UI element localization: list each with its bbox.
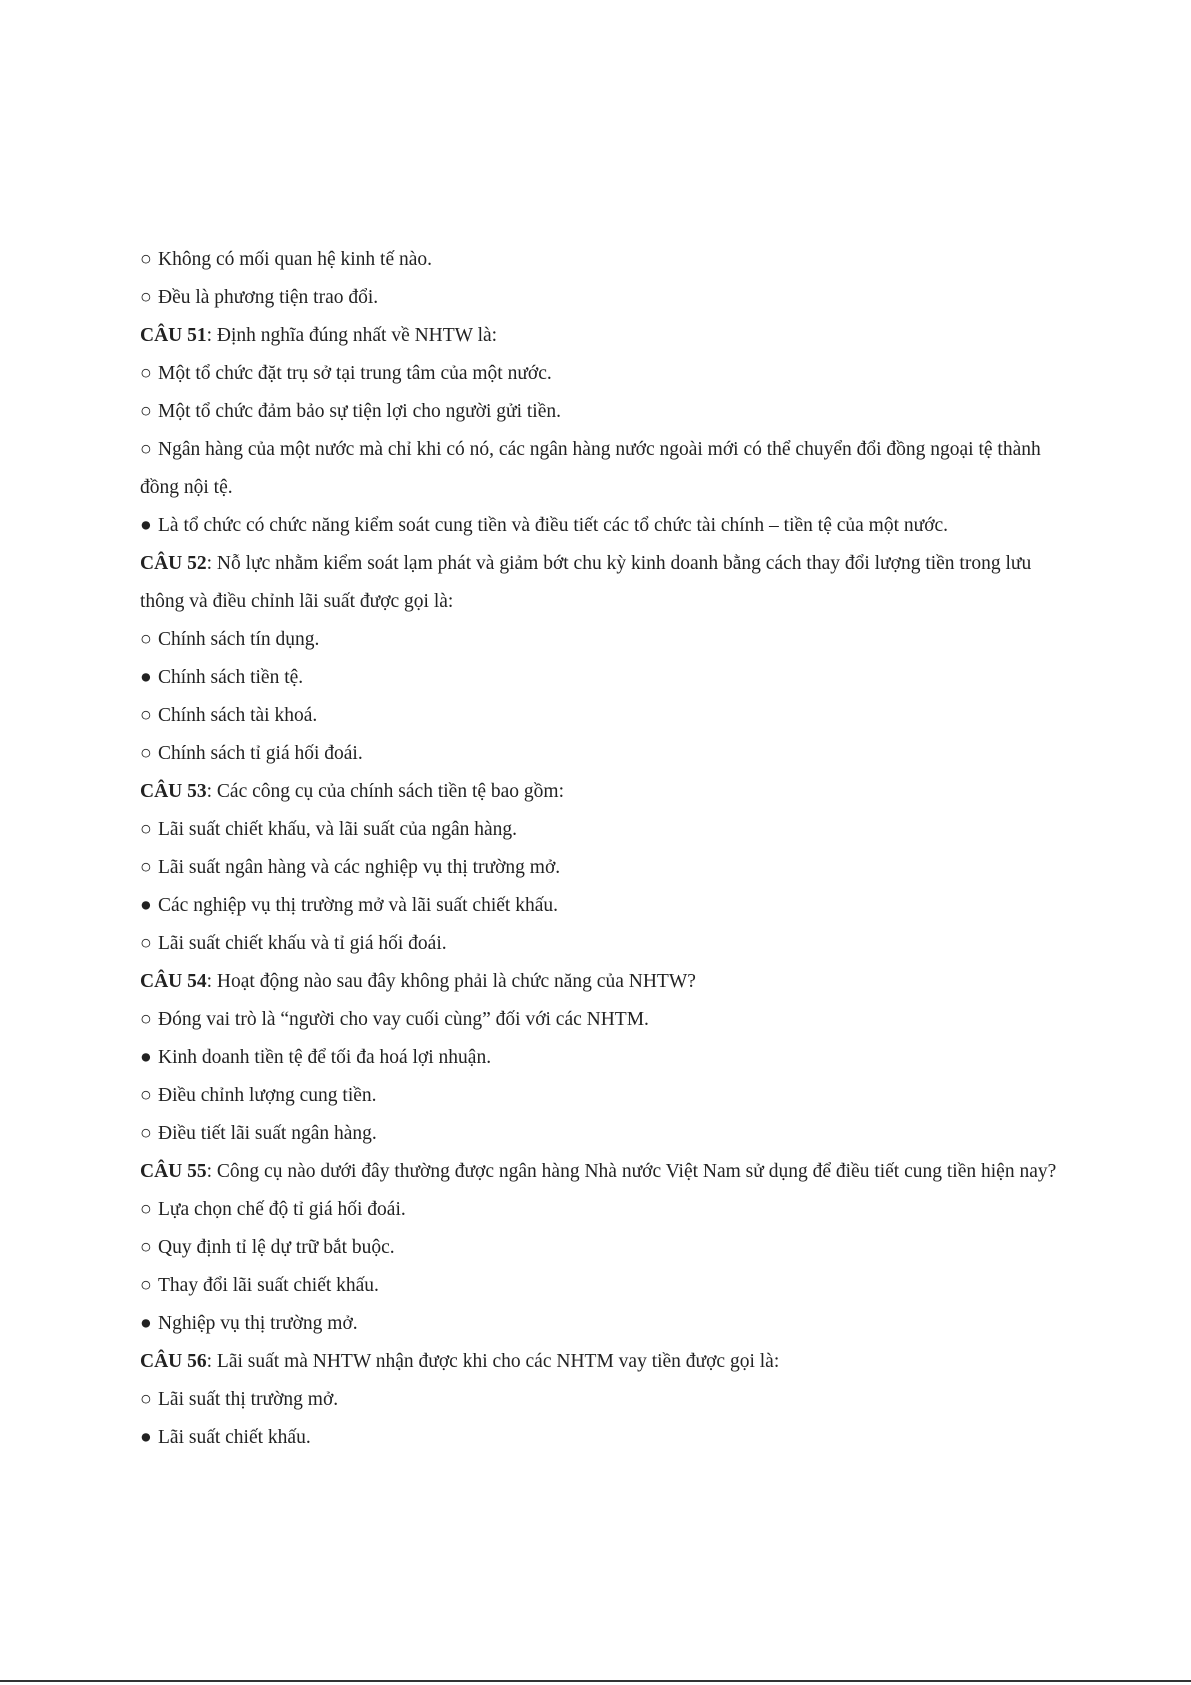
answer-option xyxy=(140,393,1060,431)
answer-option xyxy=(140,925,1060,963)
answer-option-correct xyxy=(140,1419,1060,1457)
answer-option xyxy=(140,735,1060,773)
unselected-radio-icon: ○ xyxy=(140,1085,152,1106)
unselected-radio-icon: ○ xyxy=(140,1237,152,1258)
question-number: CÂU 56 xyxy=(140,1351,207,1372)
option-text: Điều chỉnh lượng cung tiền. xyxy=(158,1085,377,1106)
answer-option xyxy=(140,1267,1060,1305)
page-bottom-divider xyxy=(0,1680,1191,1682)
unselected-radio-icon: ○ xyxy=(140,743,152,764)
question-text: : Nỗ lực nhằm kiểm soát lạm phát và giảm bớt chu kỳ kinh doanh bằng cách thay đổi lượng tiền trong lưu thông và điều chỉnh lãi suất được gọi là: xyxy=(140,553,1032,612)
question xyxy=(140,317,1060,355)
answer-option xyxy=(140,1191,1060,1229)
answer-option xyxy=(140,1077,1060,1115)
option-text: Các nghiệp vụ thị trường mở và lãi suất chiết khấu. xyxy=(158,895,558,916)
option-text: Chính sách tỉ giá hối đoái. xyxy=(158,743,363,764)
question-text: : Lãi suất mà NHTW nhận được khi cho các NHTM vay tiền được gọi là: xyxy=(206,1351,780,1372)
unselected-radio-icon: ○ xyxy=(140,439,152,460)
option-text: Lựa chọn chế độ tỉ giá hối đoái. xyxy=(158,1199,406,1220)
unselected-radio-icon: ○ xyxy=(140,287,152,308)
question-number: CÂU 54 xyxy=(140,971,207,992)
option-text: Kinh doanh tiền tệ để tối đa hoá lợi nhuận. xyxy=(158,1047,492,1068)
answer-option-correct xyxy=(140,887,1060,925)
answer-option xyxy=(140,849,1060,887)
unselected-radio-icon: ○ xyxy=(140,1199,152,1220)
answer-option xyxy=(140,1229,1060,1267)
unselected-radio-icon: ○ xyxy=(140,857,152,878)
selected-radio-icon: ● xyxy=(140,1313,152,1334)
question-number: CÂU 52 xyxy=(140,553,207,574)
answer-option xyxy=(140,1115,1060,1153)
answer-option xyxy=(140,431,1060,507)
question xyxy=(140,545,1060,621)
option-text: Thay đổi lãi suất chiết khấu. xyxy=(158,1275,379,1296)
option-text: Lãi suất chiết khấu. xyxy=(158,1427,311,1448)
answer-option xyxy=(140,241,1060,279)
option-text: Đều là phương tiện trao đổi. xyxy=(158,287,379,308)
unselected-radio-icon: ○ xyxy=(140,819,152,840)
option-text: Là tổ chức có chức năng kiểm soát cung tiền và điều tiết các tổ chức tài chính – tiền tệ của một nước. xyxy=(158,515,949,536)
option-text: Chính sách tín dụng. xyxy=(158,629,320,650)
question-number: CÂU 53 xyxy=(140,781,207,802)
option-text: Ngân hàng của một nước mà chỉ khi có nó, các ngân hàng nước ngoài mới có thể chuyển đổi đồng ngoại tệ thành đồng nội tệ. xyxy=(140,439,1041,498)
answer-option xyxy=(140,1001,1060,1039)
option-text: Lãi suất thị trường mở. xyxy=(158,1389,339,1410)
option-text: Một tổ chức đảm bảo sự tiện lợi cho người gửi tiền. xyxy=(158,401,562,422)
selected-radio-icon: ● xyxy=(140,1427,152,1448)
answer-option-correct xyxy=(140,1039,1060,1077)
question-text: : Công cụ nào dưới đây thường được ngân hàng Nhà nước Việt Nam sử dụng để điều tiết cung tiền hiện nay? xyxy=(206,1161,1057,1182)
option-text: Một tổ chức đặt trụ sở tại trung tâm của một nước. xyxy=(158,363,552,384)
option-text: Đóng vai trò là “người cho vay cuối cùng” đối với các NHTM. xyxy=(158,1009,649,1030)
unselected-radio-icon: ○ xyxy=(140,1275,152,1296)
question-text: : Hoạt động nào sau đây không phải là chức năng của NHTW? xyxy=(206,971,696,992)
unselected-radio-icon: ○ xyxy=(140,705,152,726)
question xyxy=(140,1153,1060,1191)
option-text: Quy định tỉ lệ dự trữ bắt buộc. xyxy=(158,1237,395,1258)
unselected-radio-icon: ○ xyxy=(140,629,152,650)
question-text: : Định nghĩa đúng nhất về NHTW là: xyxy=(206,325,498,346)
answer-option xyxy=(140,621,1060,659)
selected-radio-icon: ● xyxy=(140,1047,152,1068)
answer-option xyxy=(140,697,1060,735)
selected-radio-icon: ● xyxy=(140,895,152,916)
unselected-radio-icon: ○ xyxy=(140,363,152,384)
answer-option-correct xyxy=(140,507,1060,545)
option-text: Lãi suất ngân hàng và các nghiệp vụ thị trường mở. xyxy=(158,857,561,878)
option-text: Chính sách tài khoá. xyxy=(158,705,318,726)
answer-option xyxy=(140,1381,1060,1419)
option-text: Không có mối quan hệ kinh tế nào. xyxy=(158,249,433,270)
unselected-radio-icon: ○ xyxy=(140,933,152,954)
selected-radio-icon: ● xyxy=(140,515,152,536)
unselected-radio-icon: ○ xyxy=(140,401,152,422)
unselected-radio-icon: ○ xyxy=(140,249,152,270)
unselected-radio-icon: ○ xyxy=(140,1123,152,1144)
selected-radio-icon: ● xyxy=(140,667,152,688)
option-text: Lãi suất chiết khấu và tỉ giá hối đoái. xyxy=(158,933,447,954)
answer-option xyxy=(140,355,1060,393)
answer-option xyxy=(140,279,1060,317)
question xyxy=(140,963,1060,1001)
option-text: Chính sách tiền tệ. xyxy=(158,667,304,688)
document-body xyxy=(140,241,1060,1457)
unselected-radio-icon: ○ xyxy=(140,1389,152,1410)
option-text: Điều tiết lãi suất ngân hàng. xyxy=(158,1123,377,1144)
question-number: CÂU 55 xyxy=(140,1161,207,1182)
question xyxy=(140,773,1060,811)
answer-option xyxy=(140,811,1060,849)
question-text: : Các công cụ của chính sách tiền tệ bao gồm: xyxy=(206,781,565,802)
answer-option-correct xyxy=(140,1305,1060,1343)
answer-option-correct xyxy=(140,659,1060,697)
question-number: CÂU 51 xyxy=(140,325,207,346)
option-text: Lãi suất chiết khấu, và lãi suất của ngân hàng. xyxy=(158,819,517,840)
unselected-radio-icon: ○ xyxy=(140,1009,152,1030)
option-text: Nghiệp vụ thị trường mở. xyxy=(158,1313,358,1334)
question xyxy=(140,1343,1060,1381)
